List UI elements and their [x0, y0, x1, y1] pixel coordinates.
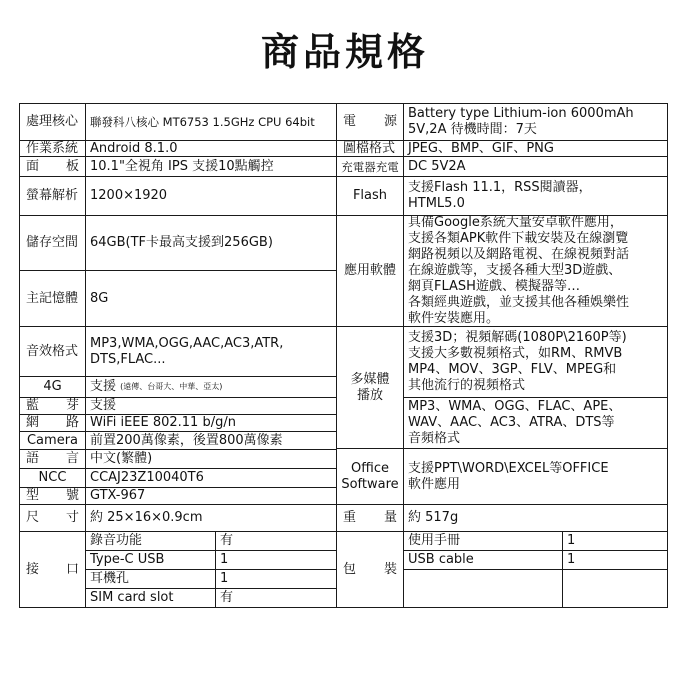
port-value: 1	[215, 550, 337, 570]
power-value: Battery type Lithium-ion 6000mAh 5V,2A 待機時間：7天	[403, 103, 668, 141]
4g-label: 4G	[19, 376, 86, 398]
package-item-qty: 1	[562, 550, 668, 570]
model-label: 型 號	[19, 487, 86, 505]
panel-value: 10.1"全視角 IPS 支援10點觸控	[85, 156, 337, 177]
image-format-value: JPEG、BMP、GIF、PNG	[403, 140, 668, 157]
package-item-qty: 1	[562, 531, 668, 551]
cpu-label: 處理核心	[19, 103, 86, 141]
power-label: 電 源	[336, 103, 404, 141]
video-format-value: 支援3D；視頻解碼(1080P\2160P等) 支援大多數視頻格式，如RM、RMVB MP4、MOV、3GP、FLV、MPEG和 其他流行的視頻格式	[403, 326, 668, 398]
resolution-label: 螢幕解析	[19, 176, 86, 216]
cpu-value: 聯發科八核心 MT6753 1.5GHz CPU 64bit	[85, 103, 337, 141]
model-value: GTX-967	[85, 487, 337, 505]
apps-value: 具備Google系統大量安卓軟件應用， 支援各類APK軟件下載安裝及在線瀏覽 網路視頻以及網路電視、在線視頻對話 在線遊戲等，支援各種大型3D遊戲、 網頁FLASH遊戲、模擬器等… 各類經典遊戲，並支援其他各種娛樂性 軟件安裝應用。	[403, 215, 668, 327]
multimedia-label: 多媒體 播放	[336, 326, 404, 449]
port-value: 有	[215, 588, 337, 608]
size-label: 尺 寸	[19, 504, 86, 532]
port-name: 耳機孔	[85, 569, 216, 589]
network-value: WiFi iEEE 802.11 b/g/n	[85, 414, 337, 432]
bluetooth-value: 支援	[85, 397, 337, 415]
4g-carriers-note: (遠傳、台哥大、中華、亞太)	[120, 382, 223, 391]
charger-label: 充電器充電	[336, 156, 404, 177]
charger-value: DC 5V2A	[403, 156, 668, 177]
camera-value: 前置200萬像素，後置800萬像素	[85, 431, 337, 450]
port-name: 錄音功能	[85, 531, 216, 551]
image-format-label: 圖檔格式	[336, 140, 404, 157]
4g-value: 支援 (遠傳、台哥大、中華、亞太)	[85, 376, 337, 398]
package-item-name	[403, 569, 563, 608]
page-title: 商品規格	[260, 30, 429, 74]
port-value: 1	[215, 569, 337, 589]
language-value: 中文(繁體)	[85, 449, 337, 469]
flash-value: 支援Flash 11.1，RSS閱讀器， HTML5.0	[403, 176, 668, 216]
port-name: SIM card slot	[85, 588, 216, 608]
apps-label: 應用軟體	[336, 215, 404, 327]
panel-label: 面 板	[19, 156, 86, 177]
audio-value: MP3,WMA,OGG,AAC,AC3,ATR, DTS,FLAC...	[85, 326, 337, 377]
package-item-name: USB cable	[403, 550, 563, 570]
ncc-label: NCC	[19, 468, 86, 488]
network-label: 網 路	[19, 414, 86, 432]
bluetooth-label: 藍 芽	[19, 397, 86, 415]
ncc-value: CCAJ23Z10040T6	[85, 468, 337, 488]
language-label: 語 言	[19, 449, 86, 469]
port-name: Type-C USB	[85, 550, 216, 570]
weight-label: 重 量	[336, 504, 404, 532]
package-item-name: 使用手冊	[403, 531, 563, 551]
camera-label: Camera	[19, 431, 86, 450]
storage-value: 64GB(TF卡最高支援到256GB)	[85, 215, 337, 271]
audio-label: 音效格式	[19, 326, 86, 377]
os-label: 作業系統	[19, 140, 86, 157]
flash-label: Flash	[336, 176, 404, 216]
resolution-value: 1200×1920	[85, 176, 337, 216]
package-label: 包 裝	[336, 531, 404, 608]
office-label: Office Software	[336, 448, 404, 505]
audio-format-value: MP3、WMA、OGG、FLAC、APE、 WAV、AAC、AC3、ATRA、DTS等 音頻格式	[403, 397, 668, 449]
spec-table	[19, 103, 668, 608]
size-value: 約 25×16×0.9cm	[85, 504, 337, 532]
weight-value: 約 517g	[403, 504, 668, 532]
office-value: 支援PPT\WORD\EXCEL等OFFICE 軟件應用	[403, 448, 668, 505]
port-value: 有	[215, 531, 337, 551]
package-item-qty	[562, 569, 668, 608]
os-value: Android 8.1.0	[85, 140, 337, 157]
ram-value: 8G	[85, 270, 337, 327]
ram-label: 主記憶體	[19, 270, 86, 327]
ports-label: 接 口	[19, 531, 86, 608]
storage-label: 儲存空間	[19, 215, 86, 271]
